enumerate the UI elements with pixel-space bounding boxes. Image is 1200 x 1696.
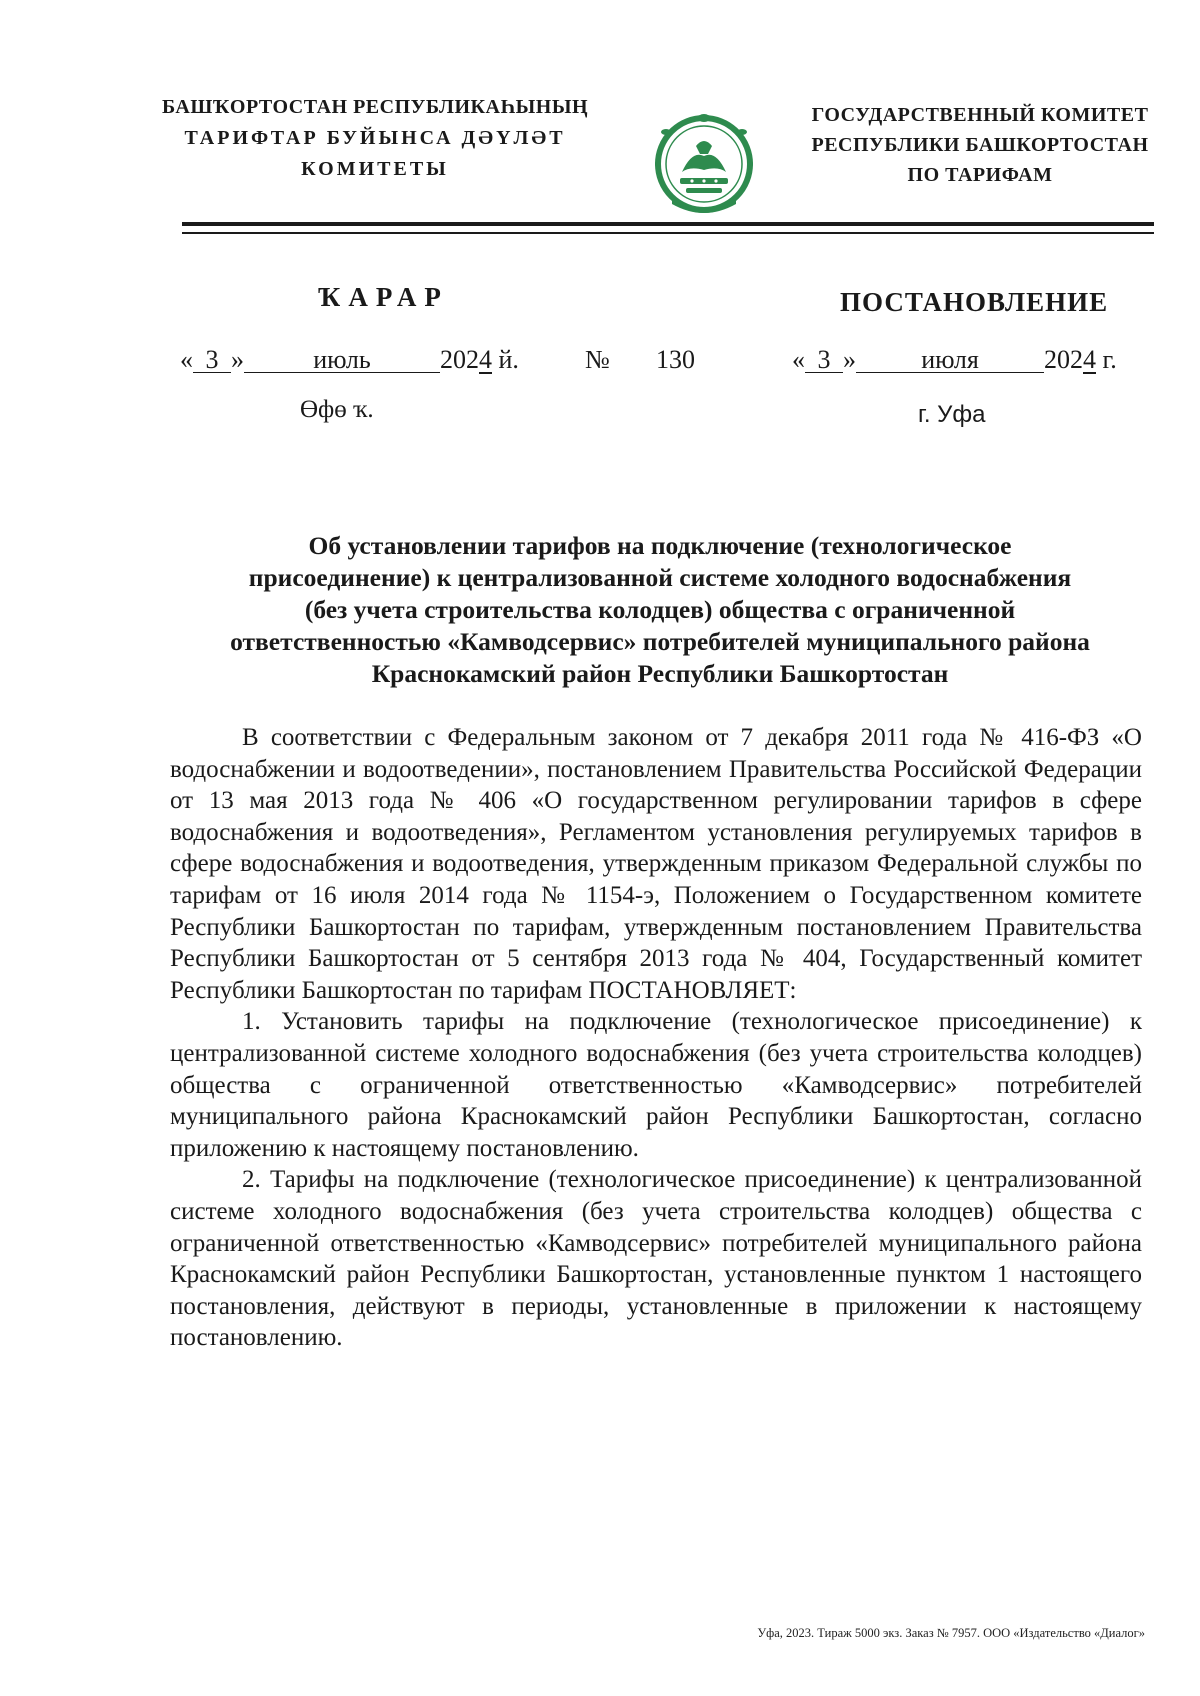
date-open-quote: «	[180, 345, 193, 374]
body-paragraph-item-2: 2. Тарифы на подключение (технологическое присоединение) к централизованной системе холодного водоснабжения (без учета строительства колодцев) общества с ограниченной ответственностью «Камводсервис» потребителей муниципального района Краснокамский район Республики Башкортостан, установленные пунктом 1 настоящего постановления, действуют в периоды, установленные в приложении к настоящему постановлению.	[170, 1166, 1142, 1352]
date-year-digit: 4	[1083, 345, 1096, 374]
date-close-quote: »	[843, 345, 856, 374]
document-title-line: ответственностью «Камводсервис» потребителей муниципального района	[230, 627, 1090, 656]
document-body	[170, 722, 1142, 1354]
city-russian: г. Уфа	[918, 401, 986, 428]
date-close-quote: »	[231, 345, 244, 374]
header-russian-line-3: ПО ТАРИФАМ	[907, 164, 1053, 186]
document-title-line: (без учета строительства колодцев) общества с ограниченной	[304, 595, 1016, 624]
bashkortostan-emblem-icon	[652, 112, 756, 218]
date-year-digit: 4	[479, 345, 492, 374]
header-bashkir-line-2: ТАРИФТАР БУЙЫНСА ДӘҮЛӘТ	[184, 127, 566, 149]
header-russian	[780, 100, 1180, 190]
date-day: 3	[805, 348, 843, 373]
city-bashkir: Өфө ҡ.	[300, 396, 374, 423]
header-bashkir	[150, 92, 600, 185]
header-russian-line-1: ГОСУДАРСТВЕННЫЙ КОМИТЕТ	[811, 104, 1149, 126]
body-paragraph-preamble: В соответствии с Федеральным законом от 7 декабря 2011 года № 416-ФЗ «О водоснабжении и водоотведении», постановлением Правительства Российской Федерации от 13 мая 2013 года № 406 «О государственном регулировании тарифов в сфере водоснабжения и водоотведения», Регламентом установления регулируемых тарифов в сфере водоснабжения и водоотведения, утвержденным приказом Федеральной службы по тарифам от 16 июля 2014 года № 1154-э, Положением о Государственном комитете Республики Башкортостан по тарифам, утвержденным постановлением Правительства Республики Башкортостан от 5 сентября 2013 года № 404, Государственный комитет Республики Башкортостан по тарифам ПОСТАНОВЛЯЕТ:	[170, 724, 1142, 1004]
document-title-line: присоединение) к централизованной системе холодного водоснабжения	[248, 563, 1072, 592]
header-divider-thick	[182, 222, 1154, 226]
decree-title-russian: ПОСТАНОВЛЕНИЕ	[840, 287, 1109, 317]
date-day: 3	[193, 348, 231, 373]
document-title	[170, 530, 1150, 690]
date-russian	[792, 345, 1117, 375]
document-title-line: Об установлении тарифов на подключение (технологическое	[308, 531, 1012, 560]
date-month: июля	[856, 348, 1044, 373]
date-open-quote: «	[792, 345, 805, 374]
document-title-line: Краснокамский район Республики Башкортостан	[371, 659, 949, 688]
header-divider-thin	[182, 232, 1154, 234]
header-bashkir-line-1: БАШҠОРТОСТАН РЕСПУБЛИКАҺЫНЫҢ	[161, 96, 589, 118]
decree-title-bashkir: ҠАРАР	[318, 282, 449, 312]
number-sign: №	[585, 345, 610, 374]
date-bashkir	[180, 345, 519, 375]
header-russian-line-2: РЕСПУБЛИКИ БАШКОРТОСТАН	[811, 134, 1149, 156]
decree-number: 130	[656, 345, 695, 374]
print-footer: Уфа, 2023. Тираж 5000 экз. Заказ № 7957. ООО «Издательство «Диалог»	[757, 1626, 1145, 1640]
header-bashkir-line-3: КОМИТЕТЫ	[301, 158, 449, 180]
date-suffix: г.	[1096, 345, 1117, 374]
body-paragraph-item-1: 1. Установить тарифы на подключение (технологическое присоединение) к централизованной системе холодного водоснабжения (без учета строительства колодцев) общества с ограниченной ответственностью «Камводсервис» потребителей муниципального района Краснокамский район Республики Башкортостан, согласно приложению к настоящему постановлению.	[170, 1008, 1142, 1162]
date-year-prefix: 202	[440, 345, 479, 374]
date-suffix: й.	[492, 345, 519, 374]
date-month: июль	[244, 348, 440, 373]
date-year-prefix: 202	[1044, 345, 1083, 374]
